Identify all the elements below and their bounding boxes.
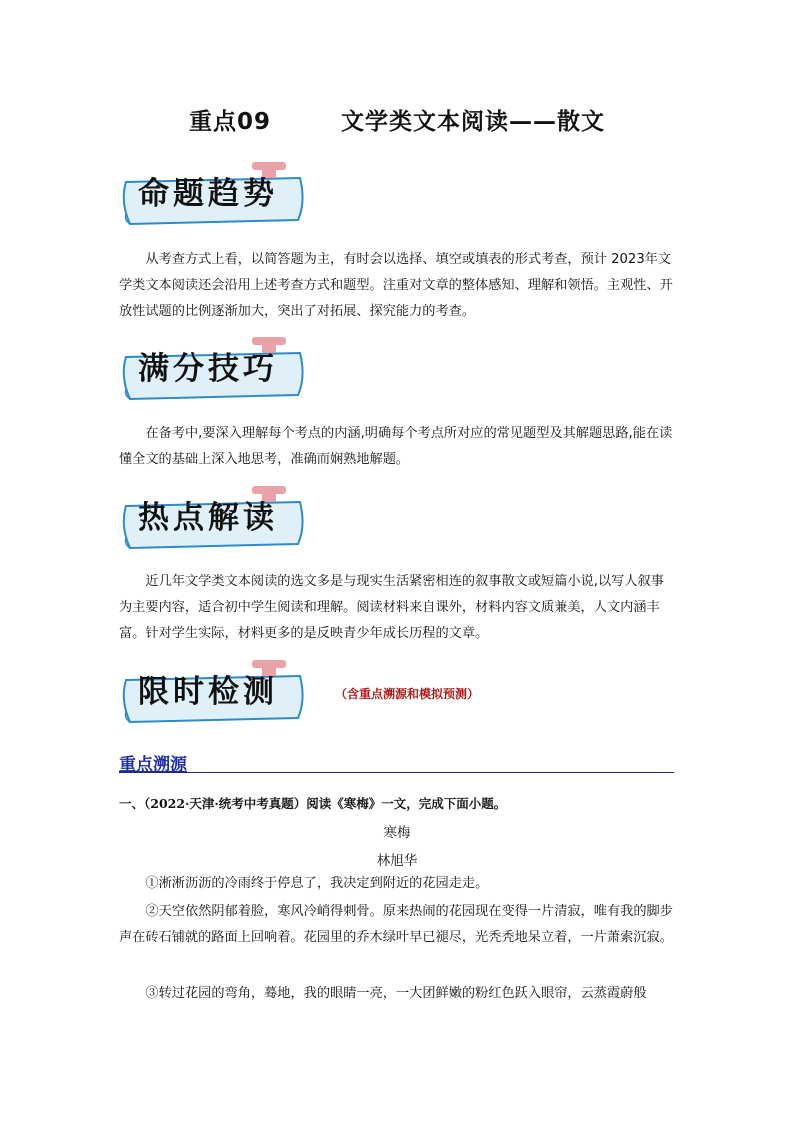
question-prompt: 一、（2022·天津·统考中考真题）阅读《寒梅》一文，完成下面小题。	[119, 796, 507, 811]
timed-test-note: （含重点溯源和模拟预测）	[335, 687, 480, 701]
banner-label: 满分技巧	[138, 351, 278, 387]
scoring-skills-paragraph: 在备考中,要深入理解每个考点的内涵,明确每个考点所对应的常见题型及其解题思路,能在读懂全文的基础上深入地思考，准确而娴熟地解题。	[119, 426, 673, 467]
source-section-heading	[119, 750, 674, 773]
banner-hot-topics	[116, 486, 312, 552]
banner-label: 热点解读	[138, 500, 278, 536]
essay-paragraph-1: ①淅淅沥沥的冷雨终于停息了，我决定到附近的花园走走。	[145, 876, 489, 891]
proposition-trend-paragraph: 从考查方式上看，以简答题为主，有时会以选择、填空或填表的形式考查，预计 2023年文学类文本阅读还会沿用上述考查方式和题型。注重对文章的整体感知、理解和领悟。主观性、开放性试题的比例逐渐加大，突出了对拓展、探究能力的考查。	[119, 252, 673, 319]
essay-paragraph-2: ②天空依然阴郁着脸，寒风冷峭得刺骨。原来热闹的花园现在变得一片清寂，唯有我的脚步声在砖石铺就的路面上回响着。花园里的乔木绿叶早已褪尽，光秃秃地呆立着，一片萧索沉寂。	[119, 904, 673, 945]
title-code: 重点09	[188, 109, 271, 135]
source-heading-text: 重点溯源	[119, 755, 187, 775]
essay-title: 寒梅	[383, 825, 411, 841]
banner-scoring-skills	[116, 337, 312, 403]
title-text: 文学类文本阅读——散文	[341, 109, 605, 135]
hot-topics-paragraph: 近几年文学类文本阅读的选文多是与现实生活紧密相连的叙事散文或短篇小说,以写人叙事为主要内容，适合初中学生阅读和理解。阅读材料来自课外，材料内容文质兼美，人文内涵丰富。针对学生实际，材料更多的是反映青少年成长历程的文章。	[119, 574, 664, 641]
banner-label: 限时检测	[138, 674, 278, 710]
essay-author: 林旭华	[376, 853, 418, 869]
banner-proposition-trend	[116, 162, 312, 228]
banner-timed-test	[116, 660, 312, 726]
page-title	[0, 103, 794, 136]
essay-paragraph-3: ③转过花园的弯角，蓦地，我的眼睛一亮，一大团鲜嫩的粉红色跃入眼帘，云蒸霞蔚般	[145, 986, 647, 1001]
banner-label: 命题趋势	[138, 176, 278, 212]
